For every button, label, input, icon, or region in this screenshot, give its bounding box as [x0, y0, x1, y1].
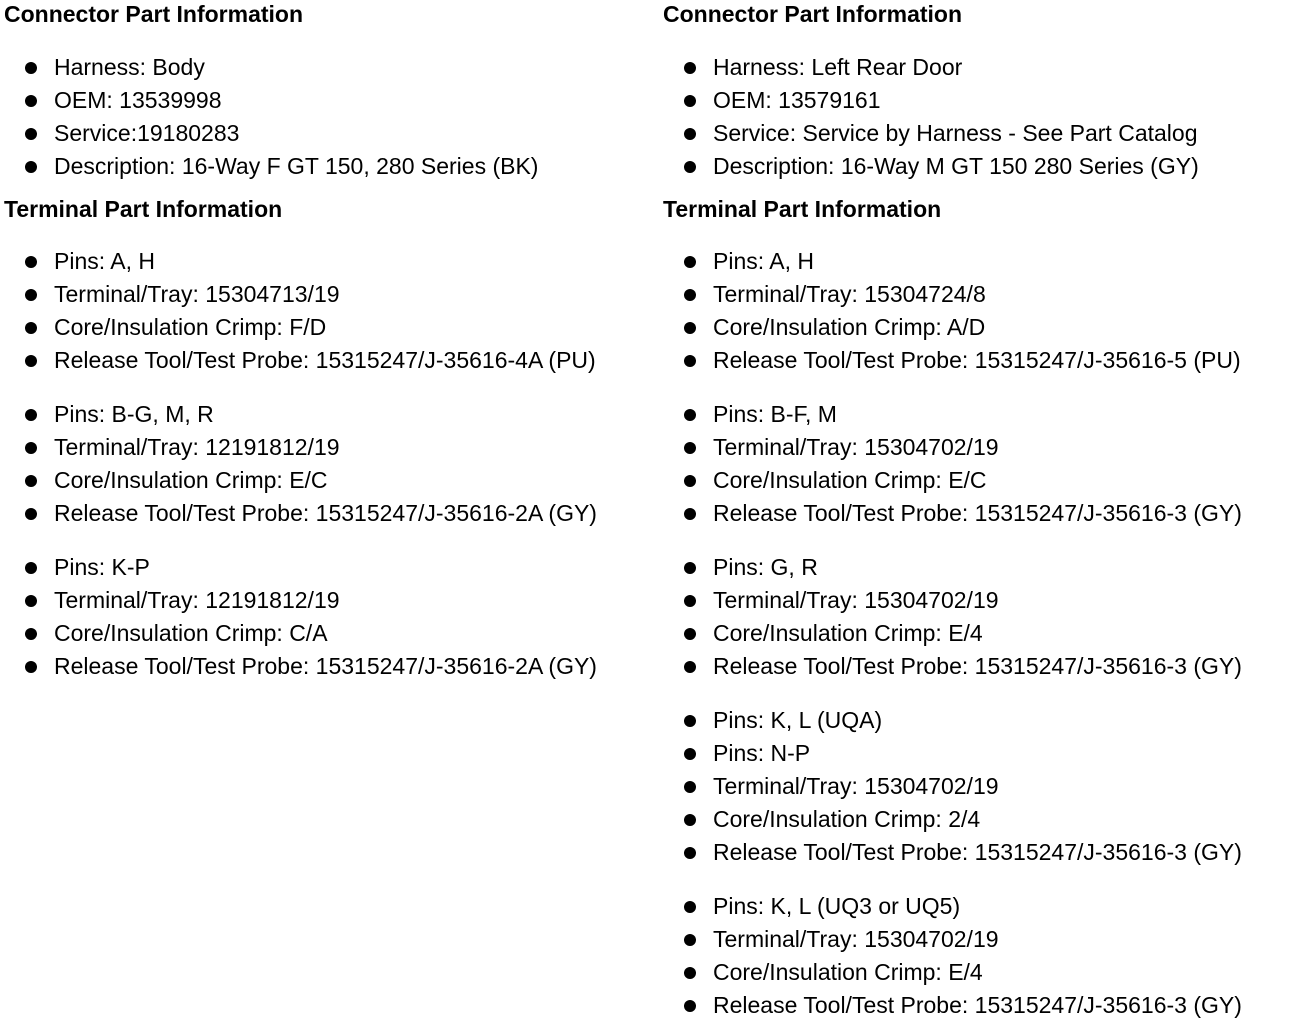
connector-heading: Connector Part Information [663, 1, 963, 27]
terminal-pins: Pins: A, H [663, 245, 1303, 278]
terminal-release-tool: Release Tool/Test Probe: 15315247/J-35616-2A (GY) [4, 497, 654, 530]
terminal-group [4, 398, 654, 530]
terminal-tray: Terminal/Tray: 15304702/19 [663, 923, 1303, 956]
terminal-group [663, 890, 1303, 1022]
terminal-tray: Terminal/Tray: 15304724/8 [663, 278, 1303, 311]
terminal-pins: Pins: B-F, M [663, 398, 1303, 431]
terminal-crimp: Core/Insulation Crimp: C/A [4, 617, 654, 650]
terminal-pins: Pins: K, L (UQ3 or UQ5) [663, 890, 1303, 923]
terminal-crimp: Core/Insulation Crimp: E/C [663, 464, 1303, 497]
terminal-heading: Terminal Part Information [663, 196, 942, 222]
terminal-crimp: Core/Insulation Crimp: E/C [4, 464, 654, 497]
connector-oem: OEM: 13579161 [663, 84, 1303, 117]
terminal-release-tool: Release Tool/Test Probe: 15315247/J-35616-2A (GY) [4, 650, 654, 683]
connector-harness: Harness: Left Rear Door [663, 51, 1303, 84]
terminal-tray: Terminal/Tray: 15304702/19 [663, 584, 1303, 617]
terminal-crimp: Core/Insulation Crimp: E/4 [663, 956, 1303, 989]
terminal-pins: Pins: K, L (UQA) [663, 704, 1303, 737]
terminal-group [663, 245, 1303, 377]
connector-description: Description: 16-Way M GT 150 280 Series (GY) [663, 150, 1303, 183]
terminal-group [4, 551, 654, 683]
terminal-tray: Terminal/Tray: 15304702/19 [663, 770, 1303, 803]
terminal-tray: Terminal/Tray: 12191812/19 [4, 584, 654, 617]
terminal-group [663, 704, 1303, 869]
terminal-tray: Terminal/Tray: 12191812/19 [4, 431, 654, 464]
connector-description: Description: 16-Way F GT 150, 280 Series (BK) [4, 150, 654, 183]
right-connector-column [663, 0, 1303, 1022]
terminal-release-tool: Release Tool/Test Probe: 15315247/J-35616-4A (PU) [4, 344, 654, 377]
connector-info-list [4, 51, 654, 183]
terminal-release-tool: Release Tool/Test Probe: 15315247/J-35616-3 (GY) [663, 497, 1303, 530]
terminal-release-tool: Release Tool/Test Probe: 15315247/J-35616-3 (GY) [663, 836, 1303, 869]
terminal-release-tool: Release Tool/Test Probe: 15315247/J-35616-3 (GY) [663, 650, 1303, 683]
terminal-pins: Pins: G, R [663, 551, 1303, 584]
terminal-crimp: Core/Insulation Crimp: A/D [663, 311, 1303, 344]
connector-harness: Harness: Body [4, 51, 654, 84]
terminal-tray: Terminal/Tray: 15304713/19 [4, 278, 654, 311]
terminal-tray: Terminal/Tray: 15304702/19 [663, 431, 1303, 464]
terminal-crimp: Core/Insulation Crimp: 2/4 [663, 803, 1303, 836]
terminal-group [663, 398, 1303, 530]
terminal-heading: Terminal Part Information [4, 196, 283, 222]
terminal-pins: Pins: B-G, M, R [4, 398, 654, 431]
terminal-crimp: Core/Insulation Crimp: E/4 [663, 617, 1303, 650]
connector-service: Service: Service by Harness - See Part Catalog [663, 117, 1303, 150]
left-connector-column [4, 0, 654, 683]
connector-heading: Connector Part Information [4, 1, 304, 27]
connector-oem: OEM: 13539998 [4, 84, 654, 117]
terminal-groups [4, 245, 654, 683]
terminal-crimp: Core/Insulation Crimp: F/D [4, 311, 654, 344]
terminal-pins: Pins: N-P [663, 737, 1303, 770]
connector-service: Service:19180283 [4, 117, 654, 150]
terminal-release-tool: Release Tool/Test Probe: 15315247/J-35616-5 (PU) [663, 344, 1303, 377]
terminal-release-tool: Release Tool/Test Probe: 15315247/J-35616-3 (GY) [663, 989, 1303, 1022]
terminal-pins: Pins: A, H [4, 245, 654, 278]
connector-info-list [663, 51, 1303, 183]
terminal-groups [663, 245, 1303, 1022]
terminal-group [4, 245, 654, 377]
terminal-pins: Pins: K-P [4, 551, 654, 584]
terminal-group [663, 551, 1303, 683]
